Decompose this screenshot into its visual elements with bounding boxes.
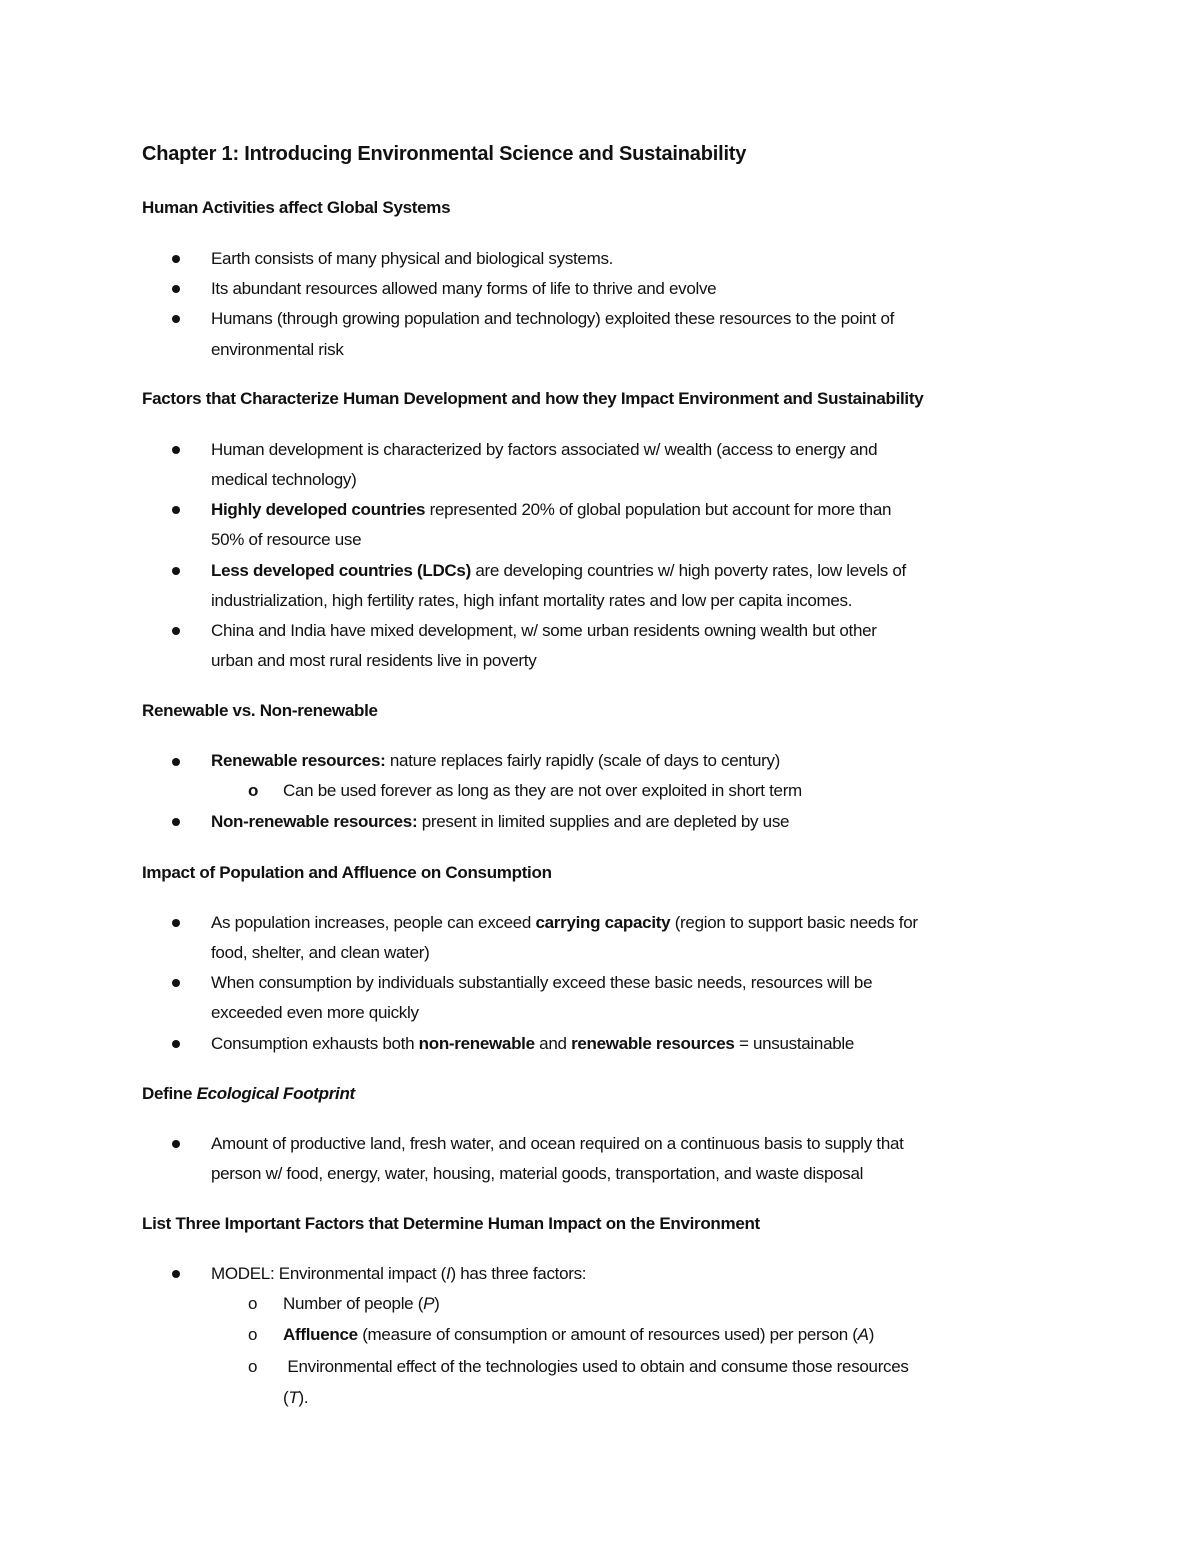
list-item: [211, 561, 906, 581]
sub-list-text: ): [434, 1294, 440, 1313]
variable-a: A: [857, 1325, 869, 1344]
list-item-text: ) has three factors:: [450, 1264, 587, 1283]
sub-bullet-icon: o: [248, 1357, 258, 1376]
bullet-icon: [172, 446, 180, 454]
heading-human-development: Factors that Characterize Human Development and how they Impact Environment and Sustainability: [142, 389, 924, 408]
list-item: When consumption by individuals substantially exceed these basic needs, resources will be: [211, 973, 873, 992]
term-highly-developed: Highly developed countries: [211, 500, 426, 519]
term-less-developed: Less developed countries (LDCs): [211, 561, 471, 580]
list-item-text: nature replaces fairly rapidly (scale of days to century): [385, 751, 781, 770]
heading-text: Define: [142, 1084, 197, 1103]
heading-ecological-footprint: [142, 1084, 355, 1104]
list-item-continuation: person w/ food, energy, water, housing, material goods, transportation, and waste disposal: [211, 1164, 864, 1183]
list-item-continuation: 50% of resource use: [211, 530, 362, 549]
sub-list-item: [283, 1294, 440, 1314]
list-item: China and India have mixed development, w/ some urban residents owning wealth but other: [211, 621, 877, 640]
term-renewable: Renewable resources:: [211, 751, 386, 770]
term-non-renewable: non-renewable: [418, 1034, 535, 1053]
sub-list-text: (: [283, 1388, 289, 1407]
bullet-icon: [172, 506, 180, 514]
list-item: [211, 913, 918, 933]
list-item: [211, 1034, 854, 1054]
list-item-continuation: food, shelter, and clean water): [211, 943, 430, 962]
list-item: [211, 500, 891, 520]
list-item-text: represented 20% of global population but account for more than: [425, 500, 892, 519]
sub-list-item: [283, 1325, 874, 1345]
bullet-icon: [172, 255, 180, 263]
list-item: Its abundant resources allowed many forms of life to thrive and evolve: [211, 279, 717, 298]
bullet-icon: [172, 315, 180, 323]
sub-list-item: Environmental effect of the technologies used to obtain and consume those resources: [283, 1357, 909, 1376]
list-item-text: Consumption exhausts both: [211, 1034, 419, 1053]
list-item-text: are developing countries w/ high poverty rates, low levels of: [470, 561, 906, 580]
sub-bullet-icon: o: [248, 1294, 258, 1313]
bullet-icon: [172, 919, 180, 927]
bullet-icon: [172, 758, 180, 766]
list-item: [211, 751, 780, 771]
list-item: [211, 812, 789, 832]
list-item-text: present in limited supplies and are depleted by use: [417, 812, 790, 831]
list-item-text: (region to support basic needs for: [670, 913, 918, 932]
bullet-icon: [172, 285, 180, 293]
bullet-icon: [172, 1270, 180, 1278]
sub-list-text: ): [868, 1325, 875, 1344]
bullet-icon: [172, 567, 180, 575]
variable-t: T: [288, 1388, 299, 1407]
list-item-text: As population increases, people can exceed: [211, 913, 536, 932]
variable-p: P: [423, 1294, 435, 1313]
term-affluence: Affluence: [283, 1325, 358, 1344]
bullet-icon: [172, 627, 180, 635]
list-item-continuation: environmental risk: [211, 340, 344, 359]
heading-three-factors: List Three Important Factors that Determine Human Impact on the Environment: [142, 1214, 760, 1233]
sub-bullet-icon: o: [248, 1325, 258, 1344]
sub-list-text: ).: [298, 1388, 309, 1407]
list-item: [211, 1264, 586, 1284]
list-item: Humans (through growing population and technology) exploited these resources to the point of: [211, 309, 895, 328]
list-item-text: = unsustainable: [734, 1034, 855, 1053]
heading-italic-term: Ecological Footprint: [196, 1084, 355, 1103]
list-item: Human development is characterized by factors associated w/ wealth (access to energy and: [211, 440, 878, 459]
list-item-continuation: industrialization, high fertility rates, high infant mortality rates and low per capita incomes.: [211, 591, 853, 610]
list-item-text: MODEL: Environmental impact (: [211, 1264, 447, 1283]
bullet-icon: [172, 1040, 180, 1048]
sub-list-item-continuation: [283, 1388, 308, 1408]
term-non-renewable: Non-renewable resources:: [211, 812, 418, 831]
bullet-icon: [172, 818, 180, 826]
heading-renewable: Renewable vs. Non-renewable: [142, 701, 378, 720]
heading-human-activities: Human Activities affect Global Systems: [142, 198, 451, 217]
list-item-continuation: exceeded even more quickly: [211, 1003, 419, 1022]
list-item-text: and: [534, 1034, 572, 1053]
sub-list-item: Can be used forever as long as they are not over exploited in short term: [283, 781, 802, 800]
chapter-title: Chapter 1: Introducing Environmental Science and Sustainability: [142, 143, 747, 165]
bullet-icon: [172, 979, 180, 987]
sub-list-text: Number of people (: [283, 1294, 424, 1313]
list-item-continuation: urban and most rural residents live in poverty: [211, 651, 537, 670]
sub-list-text: (measure of consumption or amount of resources used) per person (: [357, 1325, 858, 1344]
term-carrying-capacity: carrying capacity: [535, 913, 671, 932]
list-item-continuation: medical technology): [211, 470, 357, 489]
list-item: Amount of productive land, fresh water, and ocean required on a continuous basis to supply that: [211, 1134, 904, 1153]
sub-bullet-icon: o: [248, 781, 259, 800]
bullet-icon: [172, 1140, 180, 1148]
list-item: Earth consists of many physical and biological systems.: [211, 249, 614, 268]
variable-i: I: [446, 1264, 451, 1283]
term-renewable-resources: renewable resources: [571, 1034, 735, 1053]
heading-population-affluence: Impact of Population and Affluence on Consumption: [142, 863, 552, 882]
